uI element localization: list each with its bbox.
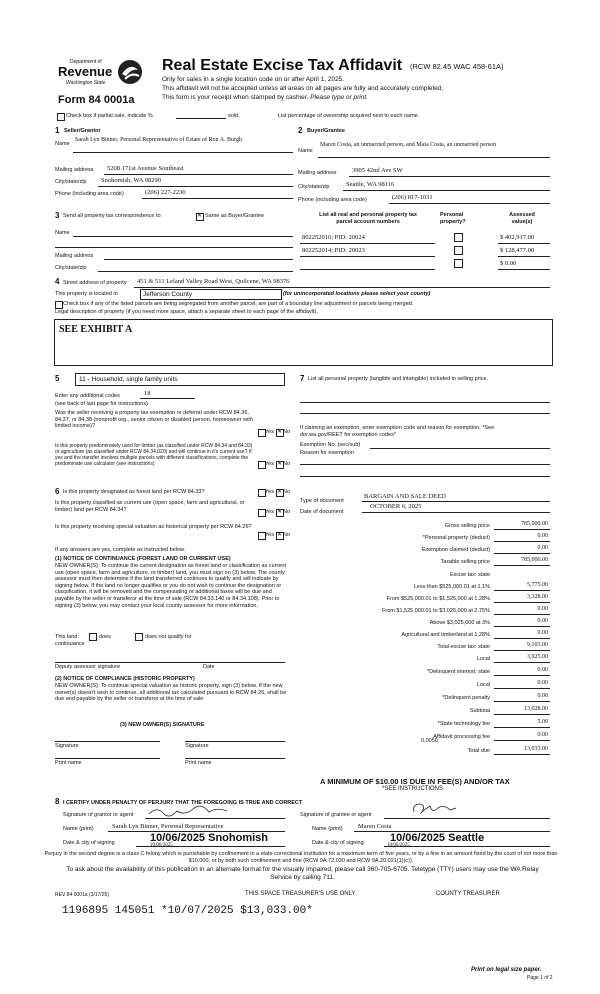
header-note-1: Only for sales in a single location code on or after April 1, 2025. xyxy=(162,76,345,83)
new-owner-print-1[interactable] xyxy=(55,758,160,759)
seller-mailing-label: Mailing address xyxy=(55,167,94,173)
street-field[interactable]: 451 & 511 Leland Valley Road West, Quilcene, WA 98376 xyxy=(137,278,290,285)
additional-codes-field[interactable]: 18 xyxy=(144,390,151,397)
new-owner-sig-title: (3) NEW OWNER(S) SIGNATURE xyxy=(120,722,205,728)
dor-swirl-icon xyxy=(116,58,144,86)
grantee-date-small: 10/06/2025 xyxy=(387,843,410,848)
tax-line-label: Local xyxy=(476,682,490,688)
personal-header-2: property? xyxy=(440,219,466,225)
tax-line-label: From $525,000.01 to $1,525,000 at 1.28% xyxy=(386,596,490,602)
seller-city-label: City/state/zip xyxy=(55,179,87,185)
corr-city-label: City/state/zip xyxy=(55,265,87,271)
section-3-number: 3 xyxy=(55,211,60,220)
dept-label: Department of xyxy=(70,59,102,65)
form-number: Form 84 0001a xyxy=(58,94,135,106)
print-name-label: Print name xyxy=(185,760,212,766)
continuance-label: continuance xyxy=(55,641,85,647)
yes-label: Yes xyxy=(265,509,274,515)
buyer-mailing-label: Mailing address xyxy=(298,170,337,176)
corr-name-field[interactable] xyxy=(73,236,293,237)
same-as-buyer-label: Same as Buyer/Grantee xyxy=(205,213,265,219)
q-exemption-deferral: Was the seller receiving a property tax exemption or deferral under RCW 84.36, 84.37, or 84.38 (nonprofit org., senior citizen or disabled person, homeowner with limited income)? xyxy=(55,410,253,429)
print-name-label: Print name xyxy=(55,760,82,766)
same-as-buyer-checkbox[interactable] xyxy=(196,213,204,221)
grantor-date-city-label: Date & city of signing xyxy=(63,840,115,846)
reason-field[interactable] xyxy=(300,464,550,465)
tax-line-label: From $1,525,000.01 to $3,025,000 at 2.75% xyxy=(382,608,490,614)
tax-line-label: Total excise tax: state xyxy=(437,644,490,650)
q-forest-land: Is this property designated as forest land per RCW 84.33? xyxy=(63,489,205,495)
form-rcw: (RCW 82.45 WAC 458-61A) xyxy=(410,62,504,71)
personal-property-field[interactable] xyxy=(300,402,550,403)
no-label: No xyxy=(283,429,291,435)
tax-line-value[interactable]: 0.00 xyxy=(537,680,548,686)
section-6-number: 6 xyxy=(55,487,60,496)
cashier-stamp: 1196895 145051 *10/07/2025 $13,033.00* xyxy=(62,905,313,917)
tax-line-value[interactable]: 13,028.00 xyxy=(524,706,548,712)
q-historic: Is this property receiving special valuation as historical property per RCW 84.26? xyxy=(55,524,252,530)
section-5-number: 5 xyxy=(55,374,60,383)
ownership-note: List percentage of ownership acquired next to each name. xyxy=(278,113,420,119)
county-treasurer-label: COUNTY TREASURER xyxy=(436,891,500,897)
grantor-sig-label: Signature of grantor or agent xyxy=(63,812,134,818)
grantee-date-city-label: Date & city of signing xyxy=(312,840,364,846)
tax-line-label: Local xyxy=(476,656,490,662)
partial-sale-label: Check box if partial sale, indicate % xyxy=(66,113,153,119)
buyer-city-label: City/state/zip xyxy=(298,184,330,190)
unincorporated-note: (for unincorporated locations please select your county) xyxy=(283,291,431,297)
exemption-no-field[interactable] xyxy=(370,448,550,449)
notice-continuance-body: NEW OWNER(S): To continue the current designation as forest land or classification as current use (open space, farm and agriculture, or timber) land, you must sign on (3) below. The county assessor must then determine if the land transferred continues to qualify and will indicate by signing below. If the land no longer qualifies or you do not wish to continue the designation or classification, it will be removed and the compensating or additional taxes will be due and payable by the seller or transferor at the time of sale (RCW 84.33.140 or 84.34.108). Prior to signing (3) below, you may contact your local county assessor for more information. xyxy=(55,563,286,609)
accessibility-notice: To ask about the availability of this publication in an alternate format for the visually impaired, please call 360-705-6705. Teletype (TTY) users may use the WA Relay Service by calling 711. xyxy=(66,866,539,881)
partial-sale-checkbox[interactable] xyxy=(57,113,65,121)
grantor-signature[interactable] xyxy=(147,804,232,818)
parcel-header-2: parcel account numbers xyxy=(336,219,400,225)
tax-line-value[interactable]: 5,775.00 xyxy=(527,582,548,588)
located-label: This property is located in xyxy=(55,291,118,297)
doc-type-label: Type of document xyxy=(300,498,344,504)
parcel-number-field[interactable]: 802252016; PID: 20024 xyxy=(302,234,365,241)
legal-description-field[interactable] xyxy=(54,319,553,366)
land-does-not-checkbox[interactable] xyxy=(135,633,143,641)
buyer-phone-field[interactable]: (206) 817-1031 xyxy=(392,194,433,201)
local-rate: 0.0050 xyxy=(421,738,438,744)
grantee-date-city-field[interactable]: 10/06/2025 Seattle xyxy=(390,832,485,844)
segregated-label: Check box if any of the listed parcels are being segregated from another parcel, are part of a boundary line adjustment or parcels being merged. xyxy=(63,301,414,307)
section-2-number: 2 xyxy=(298,126,303,135)
land-use-code-select[interactable]: 11 - Household, single family units xyxy=(75,373,285,386)
doc-date-field[interactable]: OCTOBER 6, 2025 xyxy=(370,503,422,510)
no-label: No xyxy=(283,461,291,467)
yes-label: Yes xyxy=(265,461,274,467)
doc-date-label: Date of document xyxy=(300,509,344,515)
dept-name: Revenue xyxy=(58,64,113,79)
tax-line-value[interactable]: 0.00 xyxy=(537,693,548,699)
notice-continuance-title: (1) NOTICE OF CONTINUANCE (FOREST LAND OR CURRENT USE) xyxy=(55,556,231,562)
assessed-value-field[interactable]: $ 402,917.00 xyxy=(500,234,535,241)
buyer-name-label: Name xyxy=(298,148,313,154)
tax-line-label: Excise tax: state xyxy=(449,572,490,578)
corr-mailing-field[interactable] xyxy=(104,259,293,260)
sold-label: sold. xyxy=(228,113,240,119)
personal-property-checkbox[interactable] xyxy=(454,259,463,268)
tax-line-value[interactable]: 5.00 xyxy=(537,719,548,725)
seller-name-label: Name xyxy=(55,141,70,147)
reason-label: Reason for exemption xyxy=(300,450,354,456)
buyer-mailing-field[interactable]: 3905 42nd Ave SW xyxy=(352,167,403,174)
page-number: Page 1 of 2 xyxy=(527,975,553,981)
land-does-checkbox[interactable] xyxy=(89,633,97,641)
header-note-3: This form is your receipt when stamped by cashier. Please type or print. xyxy=(162,94,368,101)
no-label: No xyxy=(283,532,291,538)
tax-line-value[interactable]: 13,033.00 xyxy=(524,746,548,752)
tax-line-value[interactable]: 9,103.00 xyxy=(527,642,548,648)
correspondence-label: Send all property tax correspondence to: xyxy=(63,213,163,219)
notice-compliance-body: NEW OWNER(S): To continue special valuation as historic property, sign (3) below. If the new owner(s) doesn't wish to continue, all additional tax calculated pursuant to RCW 84.26, shall be due and payable by the seller or transferor at the time of sale xyxy=(55,683,287,703)
see-back-note: (see back of last page for instructions) xyxy=(55,401,148,407)
tax-line-label: Gross selling price xyxy=(444,523,490,529)
certify-statement: I CERTIFY UNDER PENALTY OF PERJURY THAT THE FOREGOING IS TRUE AND CORRECT xyxy=(63,800,303,806)
corr-mailing-label: Mailing address xyxy=(55,253,94,259)
tax-line-label: Exemption claimed (deduct) xyxy=(421,547,490,553)
if-yes-note: If any answers are yes, complete as instructed below. xyxy=(55,547,186,553)
grantee-signature[interactable] xyxy=(410,800,460,818)
tax-line-label: Affidavit processing fee xyxy=(433,734,490,740)
header-note-2: This affidavit will not be accepted unless all areas on all pages are fully and accurately completed. xyxy=(162,85,444,92)
yes-label: Yes xyxy=(265,429,274,435)
exemption-text: If claiming an exemption, enter exemption code and reason for exemption. *See dor.wa.gov/REET for exemption codes* xyxy=(300,425,495,438)
seller-heading: Seller/Grantor xyxy=(64,128,101,134)
signature-label: Signature xyxy=(55,743,79,749)
section-1-number: 1 xyxy=(55,126,60,135)
tax-line-value[interactable]: 785,000.00 xyxy=(521,557,548,563)
tax-line-value[interactable]: 0.00 xyxy=(537,618,548,624)
new-owner-print-2[interactable] xyxy=(185,758,285,759)
deputy-signature-field[interactable] xyxy=(55,662,285,663)
minimum-due-note: A MINIMUM OF $10.00 IS DUE IN FEE(S) AND/OR TAX xyxy=(320,777,510,786)
form-revision: REV 84 0001a (3/17/25) xyxy=(55,892,109,898)
corr-name-label: Name xyxy=(55,230,70,236)
q-timber-agriculture: Is this property predominately used for timber (as classified under RCW 84.34 and 84.33) or agriculture (as classified under RCW 84.34.020) and will continue in it's current use? If yes and the transfer involves multiple parcels with different classifications, complete the predominate use calculator (see instructions) xyxy=(55,443,253,467)
no-label: No xyxy=(283,509,291,515)
tax-line-value[interactable]: 785,000.00 xyxy=(521,521,548,527)
segregated-checkbox[interactable] xyxy=(55,301,63,309)
tax-line-value[interactable]: 0.00 xyxy=(537,533,548,539)
grantee-name-label: Name (print) xyxy=(312,826,343,832)
deputy-sig-label: Deputy assessor signature xyxy=(55,664,121,670)
corr-city-field[interactable] xyxy=(98,271,293,272)
buyer-phone-label: Phone (including area code) xyxy=(298,197,367,203)
tax-line-value[interactable]: 0.00 xyxy=(537,545,548,551)
tax-line-value[interactable]: 0.00 xyxy=(537,667,548,673)
tax-line-label: *Personal property (deduct) xyxy=(422,535,490,541)
tax-line-label: *State technology fee xyxy=(437,721,490,727)
tax-line-value[interactable]: 3,328.00 xyxy=(527,594,548,600)
seller-city-field[interactable]: Snohomish, WA 98290 xyxy=(101,177,162,184)
legal-paper-note: Print on legal size paper. xyxy=(471,967,542,973)
personal-property-checkbox[interactable] xyxy=(454,246,463,255)
dept-state: Washington State xyxy=(66,80,106,86)
yes-label: Yes xyxy=(265,489,274,495)
new-owner-signature-1[interactable] xyxy=(55,741,160,742)
buyer-heading: Buyer/Grantee xyxy=(307,128,345,134)
assessed-header-1: Assessed xyxy=(509,212,535,218)
personal-property-checkbox[interactable] xyxy=(454,233,463,242)
see-instructions-note: *SEE INSTRUCTIONS xyxy=(382,786,444,792)
personal-header-1: Personal xyxy=(440,212,464,218)
does-not-label: does not qualify for xyxy=(145,634,192,640)
tax-line-value[interactable]: 0.00 xyxy=(537,630,548,636)
tax-line-value[interactable]: 0.00 xyxy=(537,732,548,738)
grantor-date-city-field[interactable]: 10/06/2025 Snohomish xyxy=(150,832,268,844)
q-current-use: Is this property classified as current use (open space, farm and agricultural, or timber) land per RCW 84.34? xyxy=(55,500,245,513)
tax-line-label: *Delinquent penalty xyxy=(442,695,490,701)
parcel-header-1: List all real and personal property tax xyxy=(319,212,417,218)
parcel-number-field[interactable]: 802252014; PID: 20023 xyxy=(302,247,365,254)
section-8-number: 8 xyxy=(55,797,60,806)
tax-line-value[interactable]: 3,925.00 xyxy=(527,654,548,660)
notice-compliance-title: (2) NOTICE OF COMPLIANCE (HISTORIC PROPERTY) xyxy=(55,676,195,682)
seller-phone-label: Phone (including area code) xyxy=(55,191,124,197)
buyer-name-field[interactable]: Maren Costa, an unmarried person, and Maia Costa, an unmarried person xyxy=(320,142,497,148)
signature-label: Signature xyxy=(185,743,209,749)
this-land-label: This land: xyxy=(55,634,79,640)
seller-mailing-field[interactable]: 5208 171st Avenue Southeast xyxy=(107,165,184,172)
treasurer-use-label: THIS SPACE TREASURER'S USE ONLY xyxy=(245,891,356,897)
list-personal-label: List all personal property (tangible and intangible) included in selling price. xyxy=(308,376,489,382)
tax-line-label: Above $3,025,000 at 3% xyxy=(429,620,490,626)
section-4-number: 4 xyxy=(55,277,60,286)
perjury-notice: Perjury in the second degree is a class C felony which is punishable by confinement in a state correctional institution for a maximum term of five years, or by a fine in an amount fixed by the court of not more than $10,000, or by both such confinement and fine (RCW 9A.72.030 and RCW 9A.20.021(1)(c)). xyxy=(44,851,558,864)
county-select[interactable]: Jefferson County xyxy=(140,289,282,300)
grantor-date-small: 10/06/2025 xyxy=(150,843,173,848)
tax-line-label: Agricultural and timberland at 1.28% xyxy=(401,632,490,638)
deputy-date-label: Date xyxy=(203,664,215,670)
assessed-header-2: value(s) xyxy=(511,219,533,225)
assessed-value-field[interactable]: $ 128,477.00 xyxy=(500,247,535,254)
grantee-name-field[interactable]: Maren Costa xyxy=(358,823,392,830)
tax-line-value[interactable]: 0.00 xyxy=(537,606,548,612)
section-7-number: 7 xyxy=(300,374,305,383)
tax-line-label: Taxable selling price xyxy=(440,559,490,565)
no-label: No xyxy=(283,489,291,495)
tax-line-label: Subtotal xyxy=(469,708,490,714)
exemption-no-label: Exemption No. (sec/sub) xyxy=(300,442,361,448)
yes-label: Yes xyxy=(265,532,274,538)
buyer-city-field[interactable]: Seattle, WA 98116 xyxy=(346,181,395,188)
grantor-name-label: Name (print) xyxy=(63,826,94,832)
doc-type-field[interactable]: BARGAIN AND SALE DEED xyxy=(364,493,446,500)
seller-name-field[interactable]: Sarah Lyn Binner, Personal Representative of Estate of Ron A. Burgh xyxy=(75,137,242,143)
grantor-name-field[interactable]: Sarah Lyn Binner, Personal Representative xyxy=(112,823,224,830)
tax-line-label: Total due xyxy=(467,748,490,754)
assessed-value-field[interactable]: $ 0.00 xyxy=(500,260,517,267)
does-label: does xyxy=(99,634,111,640)
seller-phone-field[interactable]: (206) 227-2230 xyxy=(145,189,186,196)
form-title: Real Estate Excise Tax Affidavit xyxy=(162,57,403,74)
street-label: Street address of property xyxy=(63,280,127,286)
tax-line-label: Less than $525,000.01 at 1.1% xyxy=(413,584,490,590)
new-owner-signature-2[interactable] xyxy=(185,741,285,742)
additional-codes-label: Enter any additional codes xyxy=(55,393,120,399)
grantee-sig-label: Signature of grantee or agent xyxy=(300,812,372,818)
tax-line-label: *Delinquent interest: state xyxy=(427,669,490,675)
legal-desc-label: Legal description of property (if you need more space, attach a separate sheet to each page of the affidavit). xyxy=(55,309,318,315)
legal-description-value: SEE EXHIBIT A xyxy=(59,324,133,335)
